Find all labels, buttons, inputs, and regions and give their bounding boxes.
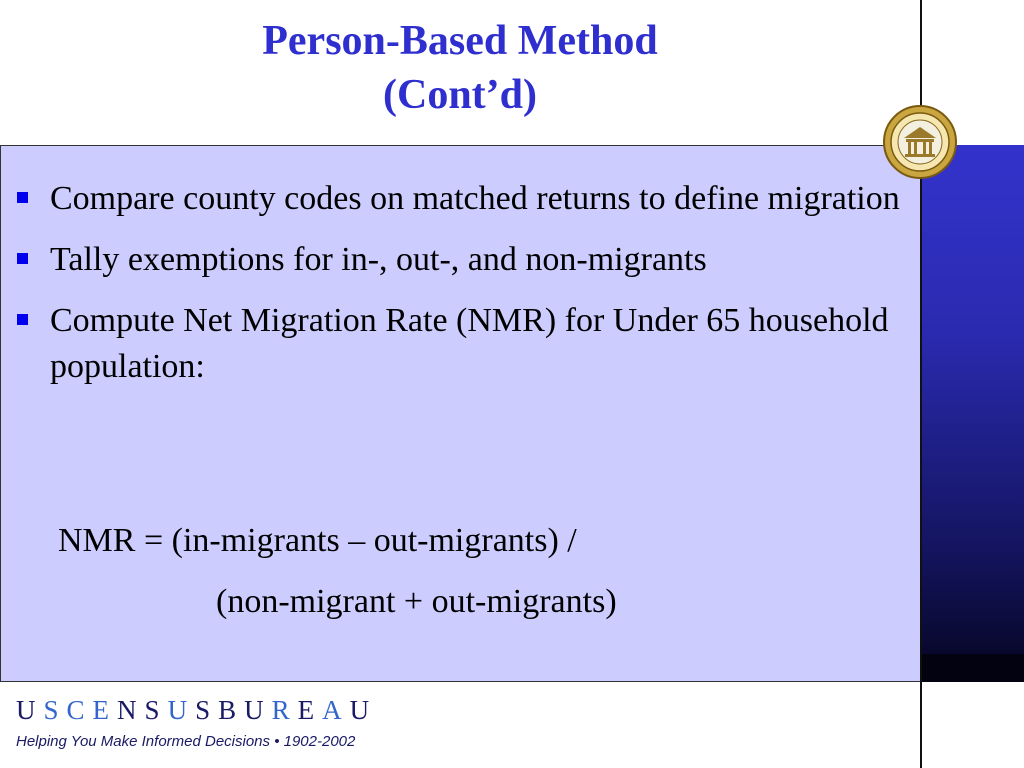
logo-letter: R: [271, 695, 298, 725]
slide-title: [0, 14, 920, 122]
formula-line-2: (non-migrant + out-migrants): [216, 583, 617, 620]
logo-letter: S: [144, 695, 168, 725]
bullet-list: [17, 176, 921, 405]
logo-letter: B: [218, 695, 245, 725]
logo-letter: A: [322, 695, 350, 725]
square-bullet-icon: [17, 192, 28, 203]
side-bar-dark-base: [922, 654, 1024, 682]
logo-letter: U: [244, 695, 272, 725]
logo-letter: E: [297, 695, 323, 725]
logo-letter: U: [16, 695, 44, 725]
logo-letter: N: [117, 695, 145, 725]
logo-letter: S: [43, 695, 67, 725]
square-bullet-icon: [17, 314, 28, 325]
formula-line-1: NMR = (in-migrants – out-migrants) /: [58, 522, 577, 559]
content-panel: [0, 145, 920, 682]
side-gradient-bar: [922, 145, 1024, 682]
slide-title-line2: (Cont’d): [383, 72, 537, 118]
square-bullet-icon: [17, 253, 28, 264]
footer-tagline: Helping You Make Informed Decisions • 1902-2002: [16, 733, 356, 750]
bullet-item: [17, 237, 921, 283]
slide-title-line1: Person-Based Method: [262, 18, 658, 64]
bullet-text: Tally exemptions for in-, out-, and non-migrants: [50, 241, 707, 278]
bullet-text: Compare county codes on matched returns to define migration: [50, 180, 900, 217]
bullet-item: [17, 298, 921, 390]
logo-letter: U: [349, 695, 378, 725]
logo-letter: C: [66, 695, 93, 725]
department-of-commerce-seal-icon: [882, 104, 958, 180]
bullet-text: Compute Net Migration Rate (NMR) for Under 65 household population:: [50, 302, 889, 385]
logo-letter: S: [195, 695, 219, 725]
census-bureau-logo: [16, 695, 377, 726]
bullet-item: [17, 176, 921, 222]
logo-letter: E: [92, 695, 118, 725]
logo-letter: U: [167, 695, 196, 725]
